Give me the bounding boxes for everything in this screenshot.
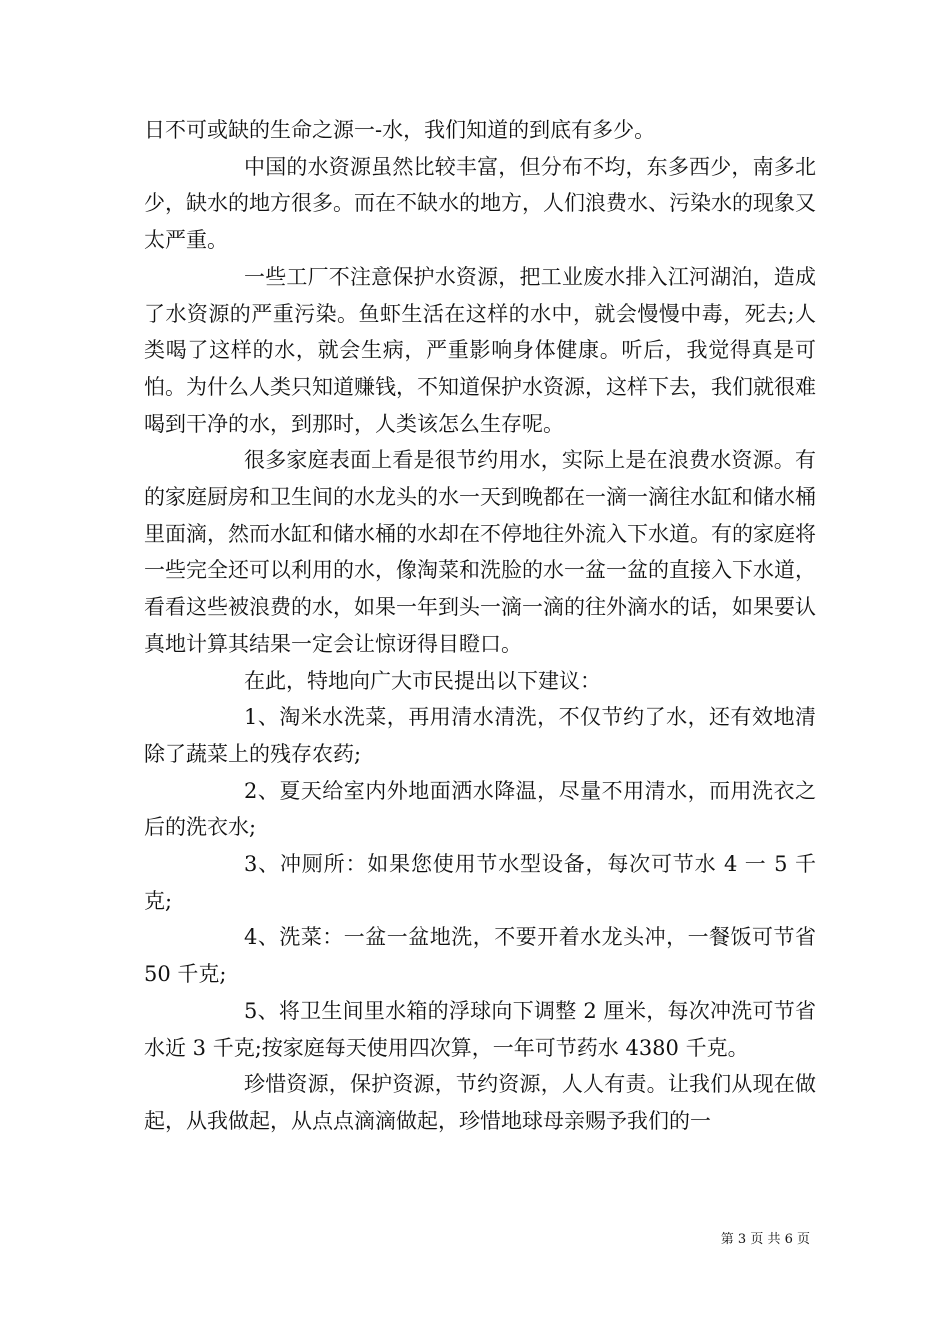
paragraph-suggestions-intro: 在此，特地向广大市民提出以下建议： — [244, 668, 601, 693]
paragraph-water-distribution: 中国的水资源虽然比较丰富，但分布不均，东多西少，南多北少，缺水的地方很多。而在不缺水的地方，人们浪费水、污染水的现象又太严重。 — [144, 154, 816, 253]
body-text — [144, 112, 816, 1140]
suggestion-item-4: 4、洗菜：一盆一盆地洗，不要开着水龙头冲，一餐饭可节省 50 千克; — [144, 925, 816, 987]
suggestion-item-2: 2、夏天给室内外地面洒水降温，尽量不用清水，而用洗衣之后的洗衣水; — [144, 778, 816, 840]
paragraph-factory-pollution: 一些工厂不注意保护水资源，把工业废水排入江河湖泊，造成了水资源的严重污染。鱼虾生活在这样的水中，就会慢慢中毒，死去;人类喝了这样的水，就会生病，严重影响身体健康。听后，我觉得真是可怕。为什么人类只知道赚钱，不知道保护水资源，这样下去，我们就很难喝到干净的水，到那时，人类该怎么生存呢。 — [144, 264, 816, 436]
paragraph-household-waste: 很多家庭表面上看是很节约用水，实际上是在浪费水资源。有的家庭厨房和卫生间的水龙头的水一天到晚都在一滴一滴往水缸和储水桶里面滴，然而水缸和储水桶的水却在不停地往外流入下水道。有的家庭将一些完全还可以利用的水，像淘菜和洗脸的水一盆一盆的直接入下水道，看看这些被浪费的水，如果一年到头一滴一滴的往外滴水的话，如果要认真地计算其结果一定会让惊讶得目瞪口。 — [144, 448, 816, 656]
page-number: 第 3 页 共 6 页 — [720, 1232, 810, 1247]
suggestion-item-3: 3、冲厕所：如果您使用节水型设备，每次可节水 4 一 5 千克; — [144, 852, 816, 913]
paragraph-closing: 珍惜资源，保护资源，节约资源，人人有责。让我们从现在做起，从我做起，从点点滴滴做起，珍惜地球母亲赐予我们的一 — [144, 1072, 816, 1133]
suggestion-item-5: 5、将卫生间里水箱的浮球向下调整 2 厘米，每次冲洗可节省水近 3 千克;按家庭每天使用四次算，一年可节药水 4380 千克。 — [144, 998, 816, 1060]
paragraph-continuation: 日不可或缺的生命之源一-水，我们知道的到底有多少。 — [144, 118, 656, 142]
suggestion-item-1: 1、淘米水洗菜，再用清水清洗，不仅节约了水，还有效地清除了蔬菜上的残存农药; — [144, 705, 816, 766]
